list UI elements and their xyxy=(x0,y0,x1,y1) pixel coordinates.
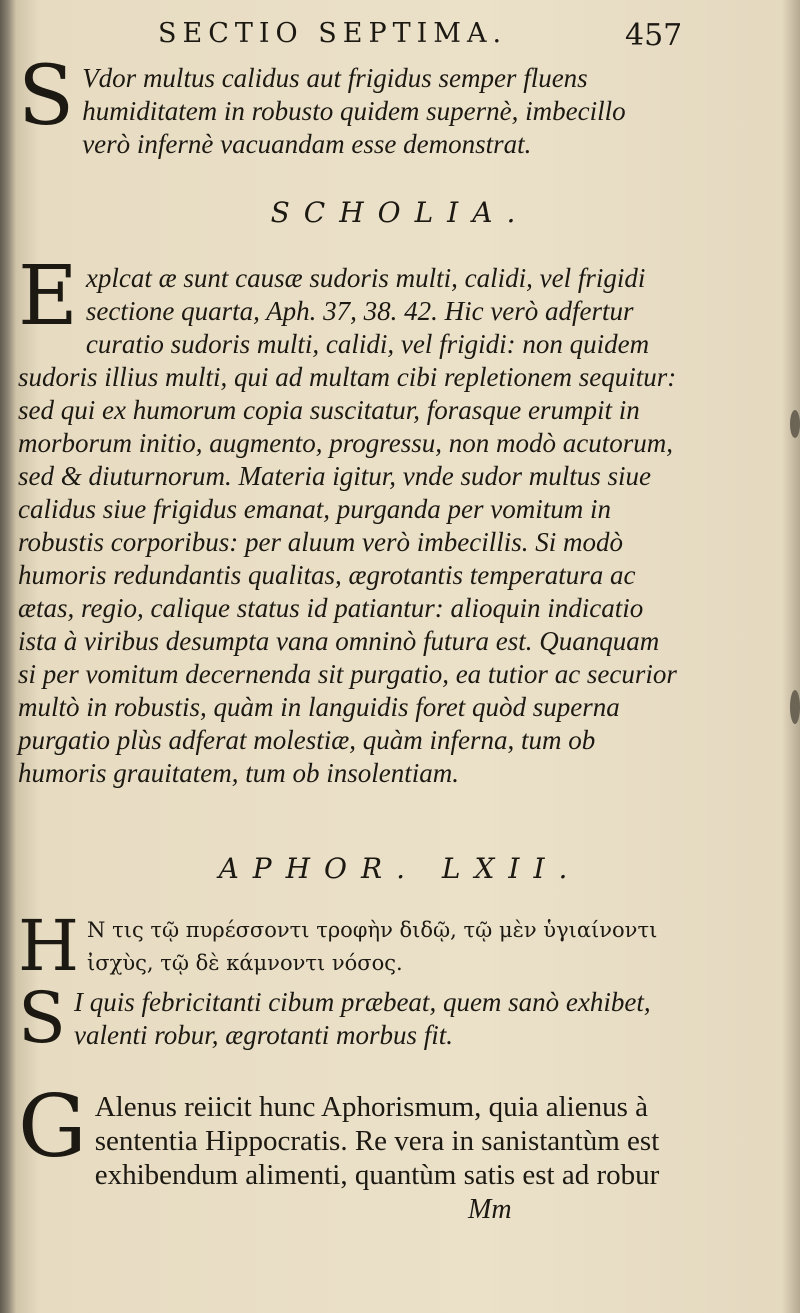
scholia-text: xplcat æ sunt causæ sudoris multi, calidi, vel frigidi sectione quarta, Aph. 37, 38. 42. Hic verò adfertur curatio sudoris multi, calidi, vel frigidi: non quidem sudoris illius multi, qui ad multam cibi repletionem sequitur: sed qui ex humorum copia suscitatur, forasque erumpit in morborum initio, augmento, progressu, non modò acutorum, sed & diuturnorum. Materia igitur, vnde sudor multus siue calidus siue frigidus emanat, purganda per vomitum in robustis corporibus: per aluum verò imbecillis. Si modò humoris redundantis qualitas, ægrotantis temperatura ac ætas, regio, calique status id patiantur: alioquin indicatio ista à viribus desumpta vana omninò futura est. Quanquam si per vomitum decernenda sit purgatio, ea tutior ac securior multò in robustis, quàm in languidis foret quòd superna purgatio plùs adferat molestiæ, quàm inferna, tum ob humoris grauitatem, tum ob insolentiam. xyxy=(18,263,677,788)
dropcap: S xyxy=(18,49,75,144)
page-header xyxy=(0,14,800,54)
ink-blot xyxy=(790,690,800,724)
dropcap: E xyxy=(18,249,78,344)
galen-commentary xyxy=(18,1077,678,1192)
dropcap: H xyxy=(18,905,80,987)
commentary-text: Alenus reiicit hunc Aphorismum, quia alienus à sententia Hippocratis. Re vera in sanistantùm est exhibendum alimenti, quantùm satis est ad robur xyxy=(94,1091,660,1191)
dropcap: G xyxy=(18,1077,87,1177)
page-number: 457 xyxy=(625,18,683,53)
latin-text: I quis febricitanti cibum præbeat, quem sanò exhibet, valenti robur, ægrotanti morbus fit. xyxy=(73,987,651,1050)
ink-blot xyxy=(790,410,800,438)
latin-aphorism xyxy=(18,977,678,1059)
running-head: SECTIO SEPTIMA. xyxy=(158,18,508,49)
scholia-body xyxy=(18,249,678,790)
aphorism-text: Vdor multus calidus aut frigidus semper fluens humiditatem in robusto quidem supernè, imbecillo verò infernè vacuandam esse demonstrat. xyxy=(82,63,626,159)
section-heading: SCHOLIA. xyxy=(270,196,530,229)
aphorism-lxi xyxy=(18,49,678,161)
signature-mark: Mm xyxy=(468,1194,512,1225)
aphorism-heading: APHOR. LXII. xyxy=(218,852,582,885)
dropcap: S xyxy=(18,977,66,1059)
greek-text: Ν τις τῷ πυρέσσοντι τροφὴν διδῷ, τῷ μὲν ὑγιαίνοντι ἰσχὺς, τῷ δὲ κάμνοντι νόσος. xyxy=(87,918,658,975)
greek-aphorism xyxy=(18,905,678,987)
